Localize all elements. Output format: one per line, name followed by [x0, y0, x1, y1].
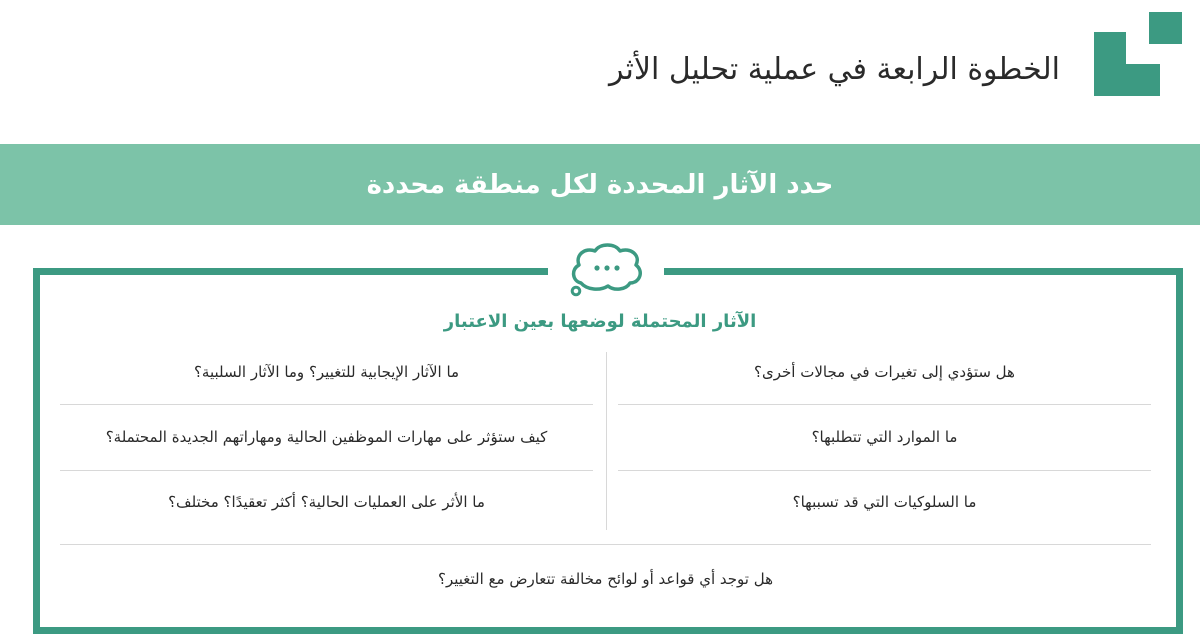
question-item: كيف ستؤثر على مهارات الموظفين الحالية ومهاراتهم الجديدة المحتملة؟	[105, 428, 548, 446]
section-banner	[0, 144, 1200, 225]
page-title: الخطوة الرابعة في عملية تحليل الأثر	[608, 52, 1060, 87]
question-item: هل توجد أي قواعد أو لوائح مخالفة تتعارض مع التغيير؟	[437, 570, 773, 588]
row-divider	[60, 544, 1151, 545]
row-divider	[618, 470, 1151, 471]
column-divider	[606, 352, 607, 530]
question-item: ما الموارد التي تتطلبها؟	[811, 428, 958, 446]
logo-icon	[1094, 12, 1182, 96]
speech-bubble-icon	[569, 241, 645, 299]
question-item: ما الأثر على العمليات الحالية؟ أكثر تعقيدًا؟ مختلف؟	[168, 493, 485, 511]
panel-heading: الآثار المحتملة لوضعها بعين الاعتبار	[443, 311, 757, 332]
row-divider	[618, 404, 1151, 405]
question-item: هل ستؤدي إلى تغيرات في مجالات أخرى؟	[754, 363, 1015, 381]
question-item: ما الآثار الإيجابية للتغيير؟ وما الآثار السلبية؟	[193, 363, 460, 381]
row-divider	[60, 404, 593, 405]
question-item: ما السلوكيات التي قد تسببها؟	[792, 493, 977, 511]
row-divider	[60, 470, 593, 471]
banner-text: حدد الآثار المحددة لكل منطقة محددة	[366, 169, 834, 200]
